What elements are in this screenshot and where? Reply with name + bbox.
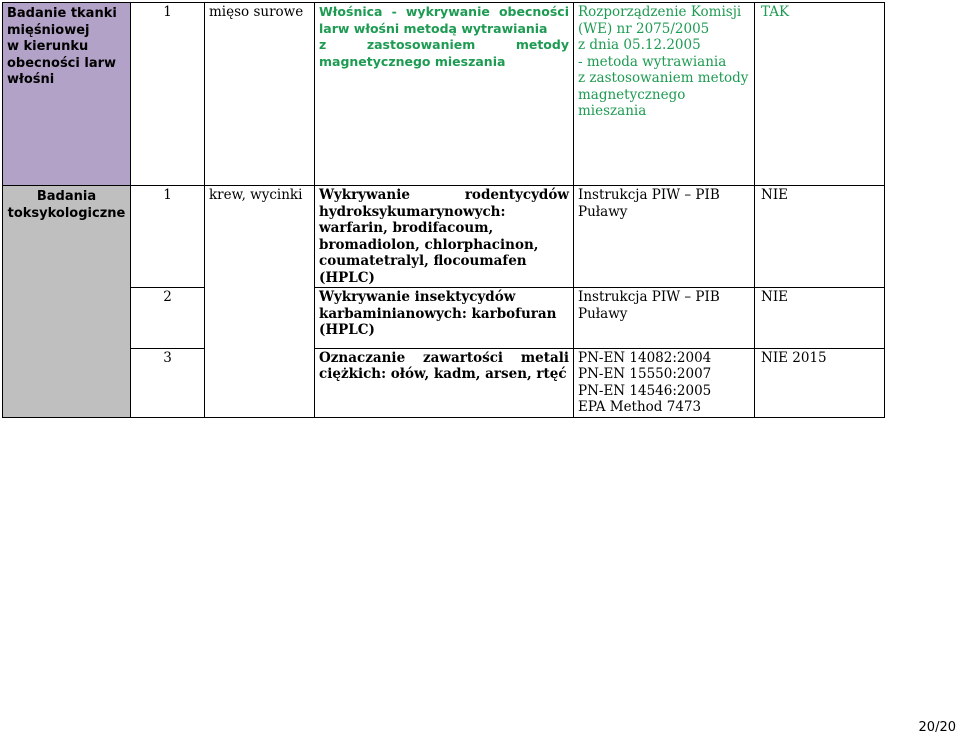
- material-cell: [205, 186, 315, 418]
- material-text: krew, wycinki: [209, 187, 303, 203]
- method-cell: [315, 348, 574, 417]
- reference-text: PN-EN 14082:2004: [578, 349, 712, 366]
- accreditation-text: NIE: [761, 289, 788, 305]
- table-row: [3, 3, 885, 186]
- table-row: [3, 288, 885, 349]
- method-text: Włośnica - wykrywanie obecności: [319, 4, 569, 19]
- category-text: Badania: [36, 189, 97, 204]
- accreditation-text: NIE: [761, 187, 788, 203]
- method-cell: [315, 288, 574, 349]
- reference-text: PN-EN 15550:2007: [578, 366, 712, 382]
- reference-cell: [574, 186, 755, 288]
- category-text: Badanie tkanki: [7, 6, 117, 21]
- reference-text: Instrukcja PIW – PIB: [578, 289, 720, 305]
- reference-cell: [574, 3, 755, 186]
- reference-cell: [574, 288, 755, 349]
- category-text: toksykologiczne: [7, 205, 126, 221]
- reference-text: (WE) nr 2075/2005: [578, 20, 710, 37]
- material-text: mięso surowe: [209, 4, 304, 20]
- row-number: 1: [163, 4, 172, 20]
- reference-text: z dnia 05.12.2005: [578, 37, 701, 53]
- number-cell: [131, 288, 205, 349]
- method-cell: [315, 3, 574, 186]
- row-number: 3: [163, 349, 172, 366]
- reference-cell: [574, 348, 755, 417]
- accreditation-table: [2, 2, 885, 418]
- reference-text: mieszania: [578, 103, 647, 119]
- category-text: mięśniowej: [7, 22, 90, 38]
- method-text: coumatetralyl, flocoumafen: [319, 253, 527, 269]
- method-text: hydroksykumarynowych:: [319, 203, 506, 220]
- method-cell: [315, 186, 574, 288]
- method-text: (HPLC): [319, 269, 375, 286]
- reference-text: z zastosowaniem metody: [578, 70, 749, 86]
- table-row: [3, 186, 885, 288]
- reference-text: Instrukcja PIW – PIB: [578, 187, 720, 203]
- accreditation-cell: [755, 3, 885, 186]
- reference-text: EPA Method 7473: [578, 399, 702, 415]
- method-text: Wykrywanie rodentycydów: [319, 187, 569, 203]
- reference-text: Puławy: [578, 203, 628, 220]
- row-number: 2: [163, 289, 172, 305]
- method-text: ciężkich: ołów, kadm, arsen, rtęć: [319, 366, 567, 382]
- accreditation-cell: [755, 348, 885, 417]
- accreditation-cell: [755, 288, 885, 349]
- category-text: włośni: [7, 72, 55, 87]
- category-cell-trichinella: [3, 3, 131, 186]
- method-text: Oznaczanie zawartości metali: [319, 349, 569, 366]
- page-number: 20/20: [918, 720, 956, 735]
- number-cell: [131, 3, 205, 186]
- method-text: karbaminianowych: karbofuran: [319, 305, 557, 322]
- reference-text: PN-EN 14546:2005: [578, 382, 712, 399]
- method-text: (HPLC): [319, 322, 375, 338]
- accreditation-text: TAK: [761, 4, 790, 20]
- method-text: z zastosowaniem metody: [319, 37, 569, 52]
- reference-text: Rozporządzenie Komisji: [578, 4, 742, 20]
- reference-text: magnetycznego: [578, 86, 686, 103]
- reference-text: - metoda wytrawiania: [578, 53, 727, 70]
- category-text: w kierunku: [7, 39, 89, 54]
- method-text: bromadiolon, chlorphacinon,: [319, 236, 539, 253]
- method-text: warfarin, brodifacoum,: [319, 220, 494, 236]
- reference-text: Puławy: [578, 305, 628, 322]
- material-cell: [205, 3, 315, 186]
- method-text: magnetycznego mieszania: [319, 53, 506, 69]
- number-cell: [131, 348, 205, 417]
- row-number: 1: [163, 187, 172, 203]
- category-cell-toxicology: [3, 186, 131, 418]
- method-text: Wykrywanie insektycydów: [319, 289, 516, 305]
- accreditation-text: NIE 2015: [761, 349, 827, 366]
- category-text: obecności larw: [7, 55, 117, 71]
- method-text: larw włośni metodą wytrawiania: [319, 20, 548, 36]
- table-row: [3, 348, 885, 417]
- number-cell: [131, 186, 205, 288]
- accreditation-cell: [755, 186, 885, 288]
